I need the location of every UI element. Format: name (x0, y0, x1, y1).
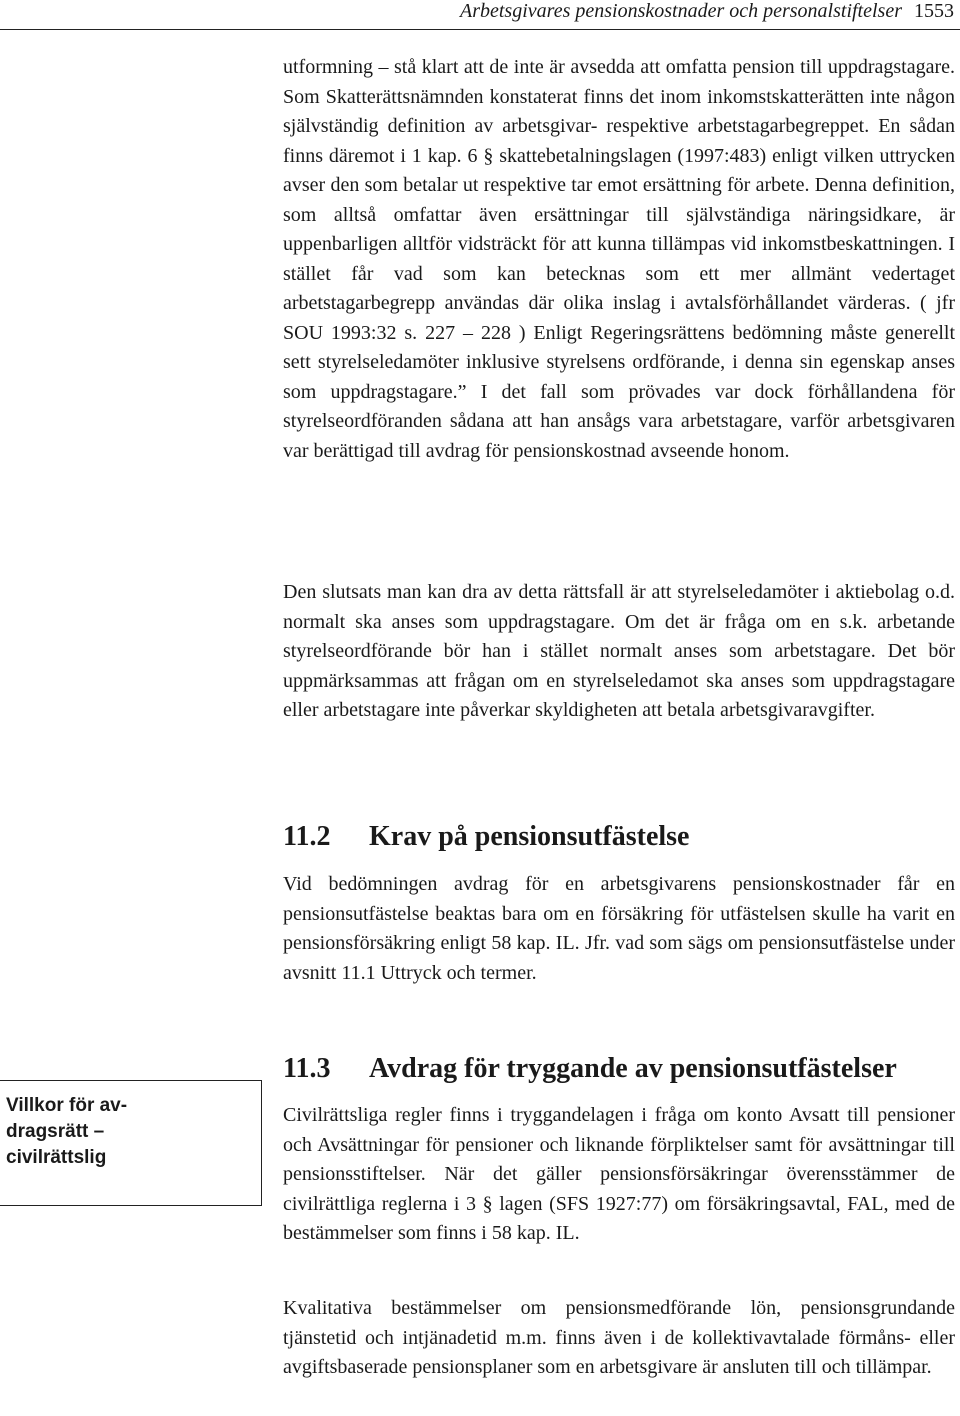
section-heading-11-3 (283, 1052, 955, 1086)
section-title: Krav på pensionsutfästelse (369, 821, 690, 852)
margin-note-line: dragsrätt – (6, 1121, 105, 1142)
body-block-1 (283, 53, 955, 466)
section-title: Avdrag för tryggande av pensionsutfästelser (369, 1053, 897, 1084)
paragraph-5: Kvalitativa bestämmelser om pensionsmedförande lön, pensionsgrundande tjänstetid och intjänadetid m.m. finns även i de kollektivavtalade förmåns- eller avgiftsbaserade pensionsplaner som en arbetsgivare är ansluten till och tillämpar. (283, 1297, 955, 1378)
running-head-title: Arbetsgivares pensionskostnader och personalstiftelser (460, 0, 902, 22)
paragraph-1: utformning – stå klart att de inte är avsedda att omfatta pension till uppdragstagare. Som Skatterättsnämnden konstaterat finns det inom inkomstskatterätten inte någon självständig definition av arbetsgivar- respektive arbetstagarbegreppet. En sådan finns däremot i 1 kap. 6 § skattebetalningslagen (1997:483) enligt vilken uttrycken avser den som betalar ut respektive tar emot ersättning för arbete. Denna definition, som alltså omfattar även ersättningar till självständiga näringsidkare, är uppenbarligen alltför vidsträckt för att kunna tillämpas vid inkomstbeskattningen. I stället får vad som kan betecknas som ett mer allmänt vedertaget arbetstagarbegrepp användas där olika inslag i avtalsförhållandet värderas. ( jfr SOU 1993:32 s. 227 – 228 ) Enligt Regeringsrättens bedömning måste generellt sett styrelseledamöter inklusive styrelsens ordförande, i denna sin egenskap anses som uppdragstagare.” I det fall som prövades var dock förhållandena för styrelseordföranden sådana att han ansågs vara arbetstagare, varför arbetsgivaren var berättigad till avdrag för pensionskostnad avseende honom. (283, 56, 955, 462)
section-number: 11.2 (283, 821, 331, 852)
body-block-2 (283, 578, 955, 726)
body-block-4 (283, 1101, 955, 1249)
margin-note-line: Villkor för av- (6, 1095, 128, 1116)
section-heading-11-2 (283, 820, 955, 854)
running-head (0, 0, 960, 30)
body-block-3 (283, 870, 955, 988)
paragraph-4: Civilrättsliga regler finns i tryggandelagen i fråga om konto Avsatt till pensioner och Avsättningar för pensioner och liknande förpliktelser samt för avsättningar till pensionsstiftelser. När det gäller pensionsförsäkringar överensstämmer de civilrättliga reglerna i 3 § lagen (SFS 1927:77) om försäkringsavtal, FAL, med de bestämmelser som finns i 58 kap. IL. (283, 1104, 955, 1244)
paragraph-3: Vid bedömningen avdrag för en arbetsgivarens pensionskostnader får en pensionsutfästelse beaktas bara om en försäkring för utfästelsen skulle ha varit en pensionsförsäkring enligt 58 kap. IL. Jfr. vad som sägs om pensionsutfästelse under avsnitt 11.1 Uttryck och termer. (283, 873, 955, 984)
margin-note (0, 1080, 262, 1206)
section-number: 11.3 (283, 1053, 331, 1084)
paragraph-2: Den slutsats man kan dra av detta rättsfall är att styrelseledamöter i aktiebolag o.d. normalt ska anses som uppdragstagare. Om det är fråga om en s.k. arbetande styrelseordförande bör han i stället normalt anses som arbetstagare. Det bör uppmärksammas att frågan om en styrelseledamot ska anses som uppdragstagare eller arbetstagare inte påverkar skyldigheten att betala arbetsgivaravgifter. (283, 581, 955, 721)
page-number: 1553 (914, 0, 954, 22)
margin-note-line: civilrättslig (6, 1147, 107, 1168)
body-block-5 (283, 1294, 955, 1383)
